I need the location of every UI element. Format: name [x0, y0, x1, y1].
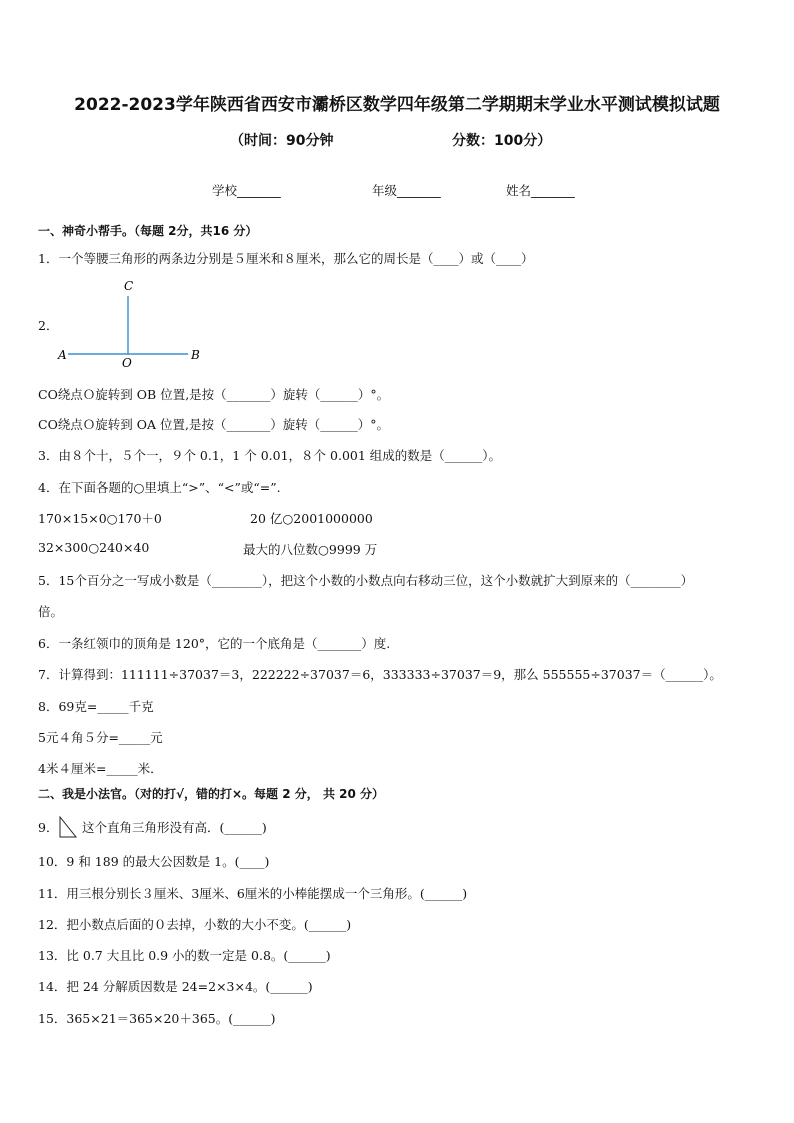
section-1-heading: 一、神奇小帮手。（每题 2分，共16 分）	[38, 224, 258, 238]
question-4-c: 32×300○240×40	[38, 540, 150, 555]
question-4: 4．在下面各题的○里填上“>”、“<”或“=”.	[38, 480, 281, 495]
question-15: 15．365×21＝365×20＋365。(______)	[38, 1011, 276, 1026]
page-title: 2022-2023学年陕西省西安市灞桥区数学四年级第二学期期末学业水平测试模拟试题	[74, 95, 720, 115]
question-14: 14．把 24 分解质因数是 24=2×3×4。(______)	[38, 979, 313, 994]
exam-score: 分数：100分）	[452, 133, 552, 149]
label-a: A	[58, 348, 67, 362]
question-9-number: 9．	[38, 820, 59, 835]
question-13: 13．比 0.7 大且比 0.9 小的数一定是 0.8。(______)	[38, 948, 331, 963]
question-8-b: 5元４角５分=_____元	[38, 730, 163, 745]
school-field: 学校_______	[212, 183, 281, 198]
question-3: 3．由８个十，５个一，９个 0.1，1 个 0.01，８个 0.001 组成的数是（______）。	[38, 448, 502, 463]
rotation-diagram	[56, 276, 216, 372]
grade-field: 年级_______	[372, 183, 441, 198]
question-6: 6．一条红领巾的顶角是 120°，它的一个底角是（_______）度.	[38, 636, 391, 651]
section-2-heading: 二、我是小法官。（对的打√，错的打×。每题 2 分， 共 20 分）	[38, 787, 384, 801]
name-field: 姓名_______	[506, 183, 575, 198]
question-2-number: 2．	[38, 318, 59, 333]
question-2-line-1: CO绕点Ｏ旋转到 OB 位置,是按（_______）旋转（______）°。	[38, 387, 390, 402]
question-5-continued: 倍。	[38, 604, 64, 619]
question-1: 1．一个等腰三角形的两条边分别是５厘米和８厘米，那么它的周长是（____）或（____）	[38, 251, 534, 266]
label-c: C	[124, 279, 134, 293]
right-triangle-figure	[58, 815, 78, 839]
question-8-a: 8．69克=_____千克	[38, 699, 154, 714]
question-4-d: 最大的八位数○9999 万	[243, 542, 378, 557]
exam-time: （时间：90分钟	[230, 133, 334, 149]
question-2-line-2: CO绕点Ｏ旋转到 OA 位置,是按（_______）旋转（______）°。	[38, 417, 390, 432]
question-7: 7．计算得到：111111÷37037＝3，222222÷37037＝6，333333÷37037＝9，那么 555555÷37037＝（______）。	[38, 667, 722, 682]
question-11: 11．用三根分别长３厘米、3厘米、6厘米的小棒能摆成一个三角形。(______)	[38, 886, 468, 901]
question-9: 这个直角三角形没有高．(______)	[82, 820, 267, 835]
question-12: 12．把小数点后面的０去掉，小数的大小不变。(______)	[38, 917, 352, 932]
question-4-b: 20 亿○2001000000	[250, 511, 373, 526]
question-4-a: 170×15×0○170＋0	[38, 511, 162, 526]
question-10: 10．9 和 189 的最大公因数是 1。(____)	[38, 854, 270, 869]
question-8-c: 4米４厘米=_____米．	[38, 761, 163, 776]
label-o: O	[122, 356, 132, 370]
question-5: 5．15个百分之一写成小数是（________），把这个小数的小数点向右移动三位，这个小数就扩大到原来的（________）	[38, 573, 694, 588]
label-b: B	[191, 348, 200, 362]
